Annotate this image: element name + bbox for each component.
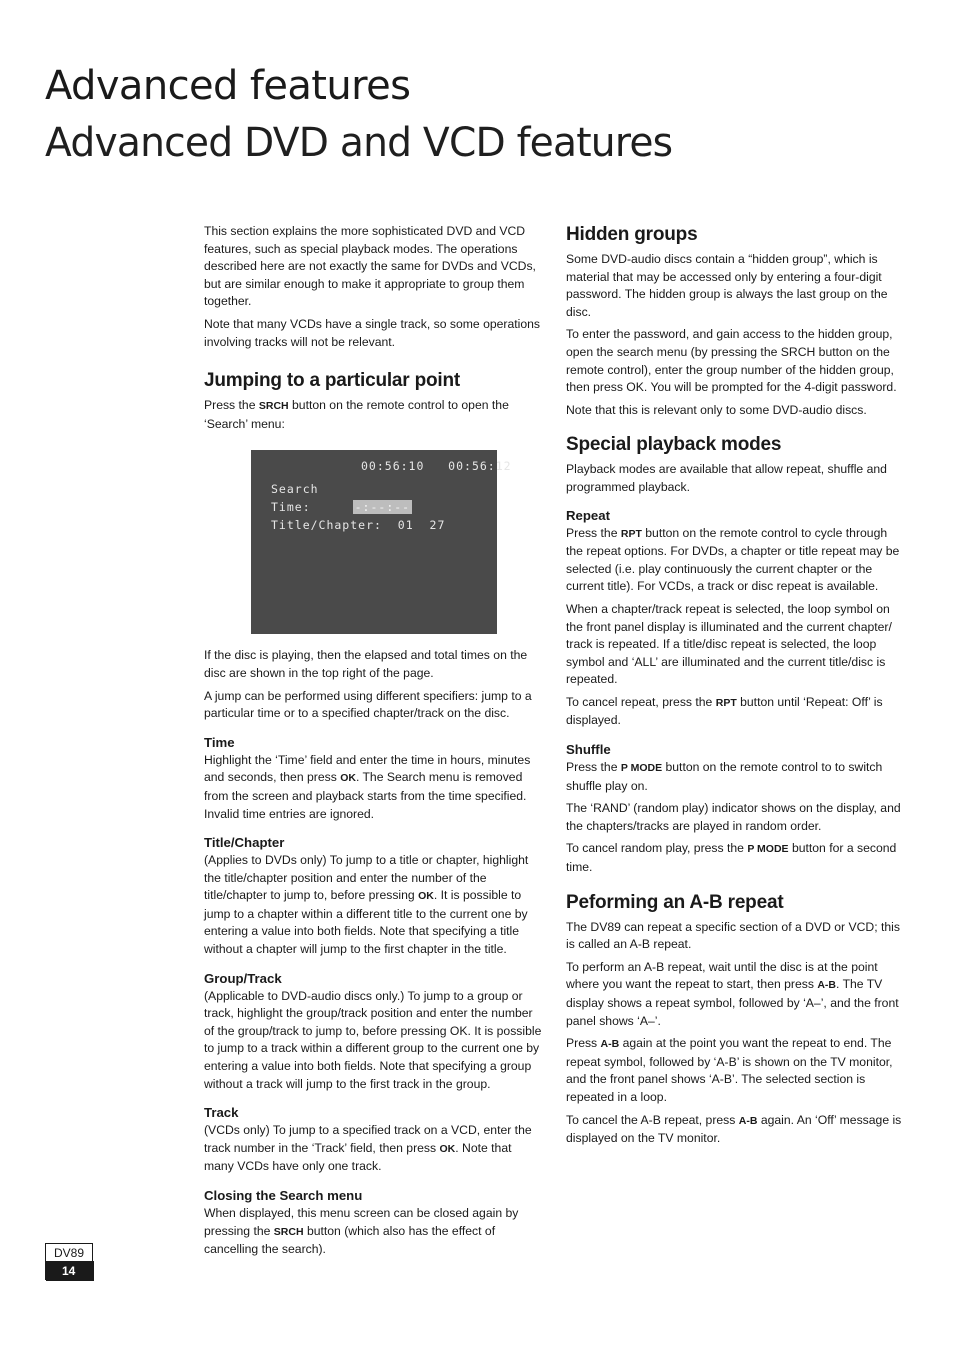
ok-key: OK	[418, 890, 434, 903]
ab-repeat-end-paragraph: Press A-B again at the point you want the repeat to end. The repeat symbol, followed by ‘A-B’ is shown on the TV monitor, and the front panel shows ‘A-B’. The selected section is repeated in a loop.	[566, 1036, 893, 1104]
osd-menu-title: Search	[271, 482, 319, 497]
jump-heading: Jumping to a particular point	[204, 370, 460, 392]
track-heading: Track	[204, 1105, 239, 1121]
time-heading: Time	[204, 734, 235, 750]
intro-paragraph: This section explains the more sophisticated DVD and VCD features, such as special playback modes. The operations described here are not exactly the same for DVDs and VCDs, but are similar enough to make it appropriate to group them together.	[204, 224, 536, 309]
osd-time-label: Time:	[271, 500, 311, 515]
page-title: Advanced features	[45, 63, 411, 109]
rpt-key: RPT	[715, 696, 737, 709]
shuffle-paragraph: Press the P MODE button on the remote control to to switch shuffle play on.	[566, 760, 883, 793]
ok-key: OK	[340, 772, 356, 785]
osd-total-time: 00:56:12	[448, 459, 512, 474]
title-chapter-paragraph: (Applies to DVDs only) To jump to a title or chapter, highlight the title/chapter position and enter the number of the title/chapter to jump to, before pressing OK. It is possible to jump to a chapter within a different title to the current one by entering a value into both fields. Note that specifying a title without a chapter will jump to the first chapter in the title.	[204, 853, 529, 957]
a-b-key: A-B	[817, 979, 837, 992]
track-paragraph: (VCDs only) To jump to a specified track on a VCD, enter the track number in the ‘Track’ field, then press OK. Note that many VCDs have only one track.	[204, 1123, 532, 1174]
repeat-heading: Repeat	[566, 507, 610, 523]
page-subtitle: Advanced DVD and VCD features	[45, 120, 673, 166]
osd-title-chapter-label: Title/Chapter:	[271, 518, 382, 533]
time-paragraph: Highlight the ‘Time’ field and enter the time in hours, minutes and seconds, then press OK. The Search menu is removed from the screen and playback starts from the time specified. Invalid time entries are ignored.	[204, 752, 531, 821]
hidden-groups-paragraph: Some DVD-audio discs contain a “hidden group”, which is material that may be accessed only by entering a four-digit password. The hidden group is always the last group on the disc.	[566, 252, 888, 319]
page-footer	[45, 1243, 93, 1280]
ab-repeat-heading: Peforming an A-B repeat	[566, 891, 784, 913]
ab-repeat-intro: The DV89 can repeat a specific section of a DVD or VCD; this is called an A-B repeat.	[566, 919, 900, 952]
shuffle-indicator-paragraph: The ‘RAND’ (random play) indicator shows on the display, and the chapters/tracks are played in random order.	[566, 801, 901, 833]
hidden-note: Note that this is relevant only to some DVD-audio discs.	[566, 402, 867, 417]
osd-title-value: 01	[397, 518, 414, 533]
ab-repeat-start-paragraph: To perform an A-B repeat, wait until the disc is at the point where you want the repeat to start, then press A-B. The TV display shows a repeat symbol, followed by ‘A–’, and the front panel shows ‘A–’.	[566, 959, 899, 1028]
shuffle-heading: Shuffle	[566, 742, 611, 758]
p-mode-key: P MODE	[620, 762, 663, 775]
group-track-paragraph: (Applicable to DVD-audio discs only.) To jump to a group or track, highlight the group/track position and enter the number of the group/track to jump to, before pressing OK. It is possible to jump to a track within a different group to the current one by entering a value into both fields. Note that specifying a group without a track will jump to the first track in the group.	[204, 988, 542, 1091]
repeat-loop-paragraph: When a chapter/track repeat is selected, the loop symbol on the front panel display is illuminated and the current chapter/ track is repeated. If a title/disc repeat is selected, the loop symbol and ‘ALL’ are illuminated and the current title/disc is repeated.	[566, 601, 892, 687]
ok-key: OK	[439, 1142, 456, 1155]
close-menu-heading: Closing the Search menu	[204, 1188, 363, 1203]
special-playback-paragraph: Playback modes are available that allow repeat, shuffle and programmed playback.	[566, 462, 887, 494]
repeat-cancel-paragraph: To cancel repeat, press the RPT button until ‘Repeat: Off’ is displayed.	[566, 694, 883, 728]
group-track-heading: Group/Track	[204, 970, 282, 986]
hidden-password-paragraph: To enter the password, and gain access to the hidden group, open the search menu (by pressing the SRCH button on the remote control), enter the group number of the hidden group, then press OK. You will be prompted for the 4-digit password.	[566, 327, 897, 395]
ab-repeat-cancel-paragraph: To cancel the A-B repeat, press A-B again. An ‘Off’ message is displayed on the TV monitor.	[566, 1112, 902, 1146]
osd-times	[361, 458, 512, 476]
page-number: 14	[46, 1261, 94, 1281]
repeat-paragraph: Press the RPT button on the remote control to cycle through the repeat options. For DVDs, a chapter or title repeat may be selected (i.e. play continuously the current chapter or the current title). For VCDs, a track or disc repeat is available.	[566, 525, 900, 594]
jump-paragraph: Press the SRCH button on the remote control to open the ‘Search’ menu:	[204, 398, 509, 431]
shuffle-cancel-paragraph: To cancel random play, press the P MODE button for a second time.	[566, 841, 897, 875]
osd-elapsed-time: 00:56:10	[361, 459, 425, 474]
srch-key: SRCH	[273, 1225, 304, 1238]
title-chapter-heading: Title/Chapter	[204, 835, 285, 851]
osd-explanation: If the disc is playing, then the elapsed and total times on the disc are shown in the top right of the page.	[204, 648, 528, 680]
close-menu-paragraph: When displayed, this menu screen can be closed again by pressing the SRCH button (which also has the effect of cancelling the search).	[204, 1206, 519, 1257]
a-b-key: A-B	[600, 1038, 620, 1051]
srch-key: SRCH	[258, 400, 289, 413]
left-column	[204, 223, 542, 1264]
osd-title-chapter-row	[271, 517, 445, 535]
a-b-key: A-B	[738, 1114, 758, 1127]
rpt-key: RPT	[620, 527, 642, 540]
osd-chapter-value: 27	[429, 518, 446, 533]
intro-note: Note that many VCDs have a single track, so some operations involving tracks will not be relevant.	[204, 316, 540, 349]
specifier-paragraph: A jump can be performed using different specifiers: jump to a particular time or to a specified chapter/track on the disc.	[204, 688, 532, 721]
osd-time-value: -:--:--	[354, 500, 411, 515]
special-playback-heading: Special playback modes	[566, 434, 782, 456]
osd-time-row	[271, 499, 412, 517]
p-mode-key: P MODE	[747, 843, 789, 856]
hidden-groups-heading: Hidden groups	[566, 224, 698, 245]
search-menu-screen	[251, 450, 512, 634]
model-name: DV89	[54, 1246, 85, 1260]
right-column	[566, 223, 904, 1153]
